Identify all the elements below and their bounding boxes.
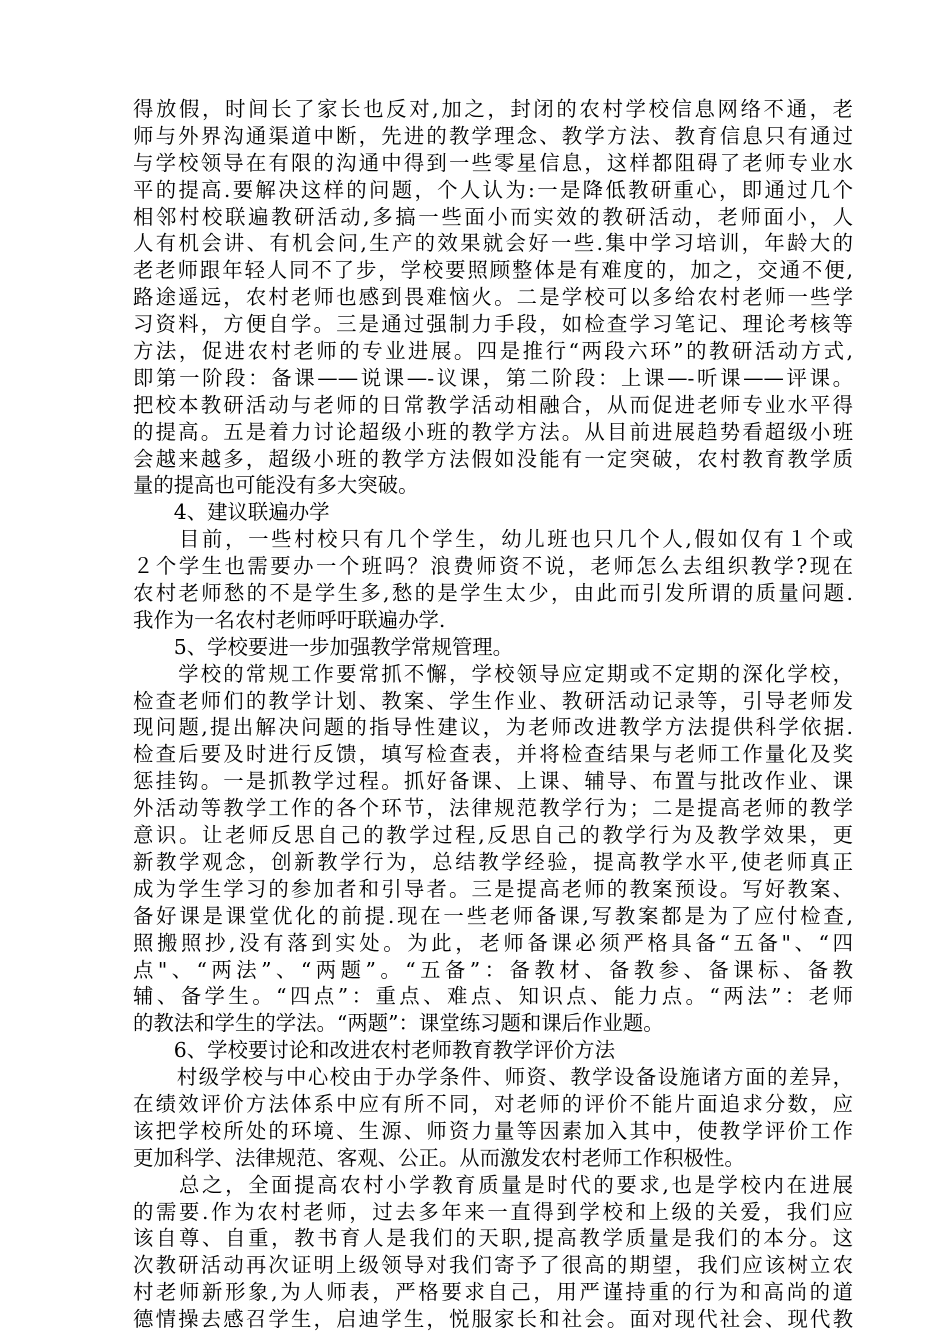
paragraph-teaching-research (133, 96, 853, 499)
document-page (133, 96, 853, 1333)
text-line: 在绩效评价方法体系中应有所不同，对老师的评价不能片面追求分数，应 (133, 1091, 853, 1116)
paragraph-evaluation (133, 1064, 853, 1172)
text-line: 德情操去感召学生，启迪学生，悦服家长和社会。面对现代社会、现代教 (133, 1307, 853, 1332)
text-line: 辅、备学生。“四点”：重点、难点、知识点、能力点。“两法”：老师 (133, 984, 853, 1009)
text-line: 目前，一些村校只有几个学生，幼儿班也只几个人,假如仅有１个或 (133, 527, 853, 552)
heading-line: 4、建议联遍办学 (133, 500, 330, 525)
text-line: 的需要.作为农村老师，过去多年来一直得到学校和上级的关爱，我们应 (133, 1199, 853, 1224)
text-line: 更加科学、法律规范、客观、公正。从而激发农村老师工作积极性。 (133, 1145, 745, 1170)
text-line: 意识。让老师反思自己的教学过程,反思自己的教学行为及教学效果，更 (133, 823, 853, 848)
text-line: 量的提高也可能没有多大突破。 (133, 473, 419, 498)
text-line: 与学校领导在有限的沟通中得到一些零星信息，这样都阻碍了老师专业水 (133, 150, 853, 175)
text-line: 老老师跟年轻人同不了步，学校要照顾整体是有难度的，加之，交通不便, (133, 258, 853, 283)
text-line: 惩挂钩。一是抓教学过程。抓好备课、上课、辅导、布置与批改作业、课 (133, 769, 853, 794)
text-line: 师与外界沟通渠道中断，先进的教学理念、教学方法、教育信息只有通过 (133, 123, 853, 148)
heading-line: 6、学校要讨论和改进农村老师教育教学评价方法 (133, 1038, 615, 1063)
section-heading-4 (133, 499, 853, 526)
text-line: 学校的常规工作要常抓不懈，学校领导应定期或不定期的深化学校， (133, 661, 853, 686)
text-line: 平的提高.要解决这样的问题，个人认为:一是降低教研重心，即通过几个 (133, 177, 853, 202)
text-line: 总之，全面提高农村小学教育质量是时代的要求,也是学校内在进展 (133, 1172, 853, 1197)
text-line: 相邻村校联遍教研活动,多搞一些面小而实效的教研活动，老师面小，人 (133, 204, 853, 229)
text-line: 村级学校与中心校由于办学条件、师资、教学设备设施诸方面的差异， (133, 1065, 853, 1090)
text-line: 备好课是课堂优化的前提.现在一些老师备课,写教案都是为了应付检查, (133, 903, 853, 928)
text-line: 人有机会讲、有机会问,生产的效果就会好一些.集中学习培训，年龄大的 (133, 231, 853, 256)
text-line: 方法，促进农村老师的专业进展。四是推行“两段六环”的教研活动方式, (133, 339, 853, 364)
text-line: 的提高。五是着力讨论超级小班的教学方法。从目前进展趋势看超级小班 (133, 419, 853, 444)
text-line: 的教法和学生的学法。“两题”：课堂练习题和课后作业题。 (133, 1011, 664, 1036)
text-line: 该自尊、自重，教书育人是我们的天职,提高教学质量是我们的本分。这 (133, 1226, 853, 1251)
section-heading-5 (133, 634, 853, 661)
text-line: 检查老师们的教学计划、教案、学生作业、教研活动记录等，引导老师发 (133, 688, 853, 713)
text-line: 习资料，方便自学。三是通过强制力手段，如检查学习笔记、理论考核等 (133, 312, 853, 337)
text-line: 农村老师愁的不是学生多,愁的是学生太少，由此而引发所谓的质量问题. (133, 581, 853, 606)
text-line: 即第一阶段：备课——说课—-议课，第二阶段：上课—-听课——评课。 (133, 365, 853, 390)
heading-line: 5、学校要进一步加强教学常规管理。 (133, 634, 514, 659)
text-line: 会越来越多，超级小班的教学方法假如没能有一定突破，农村教育教学质 (133, 446, 853, 471)
text-line: 现问题,提出解决问题的指导性建议，为老师改进教学方法提供科学依据. (133, 715, 853, 740)
text-line: 点"、“两法”、“两题”。“五备”：备教材、备教参、备课标、备教 (133, 957, 853, 982)
text-line: 照搬照抄,没有落到实处。为此，老师备课必须严格具备“五备"、“四 (133, 930, 853, 955)
text-line: 外活动等教学工作的各个环节，法律规范教学行为；二是提高老师的教学 (133, 796, 853, 821)
text-line: ２个学生也需要办一个班吗？浪费师资不说，老师怎么去组织教学?现在 (133, 554, 853, 579)
text-line: 该把学校所处的环境、生源、师资力量等因素加入其中，使教学评价工作 (133, 1118, 853, 1143)
text-line: 得放假，时间长了家长也反对,加之，封闭的农村学校信息网络不通，老 (133, 97, 853, 121)
paragraph-conclusion (133, 1172, 853, 1333)
text-line: 路途遥远，农村老师也感到畏难恼火。二是学校可以多给农村老师一些学 (133, 285, 853, 310)
text-line: 新教学观念，创新教学行为，总结教学经验，提高教学水平,使老师真正 (133, 849, 853, 874)
text-line: 次教研活动再次证明上级领导对我们寄予了很高的期望，我们应该树立农 (133, 1253, 853, 1278)
paragraph-joint-schooling (133, 526, 853, 634)
text-line: 村老师新形象,为人师表，严格要求自己，用严谨持重的行为和高尚的道 (133, 1280, 853, 1305)
paragraph-routine-management (133, 661, 853, 1037)
text-line: 我作为一名农村老师呼吁联遍办学. (133, 607, 446, 632)
text-line: 成为学生学习的参加者和引导者。三是提高老师的教案预设。写好教案、 (133, 876, 853, 901)
section-heading-6 (133, 1037, 853, 1064)
text-line: 把校本教研活动与老师的日常教学活动相融合，从而促进老师专业水平得 (133, 392, 853, 417)
text-line: 检查后要及时进行反馈，填写检查表，并将检查结果与老师工作量化及奖 (133, 742, 853, 767)
